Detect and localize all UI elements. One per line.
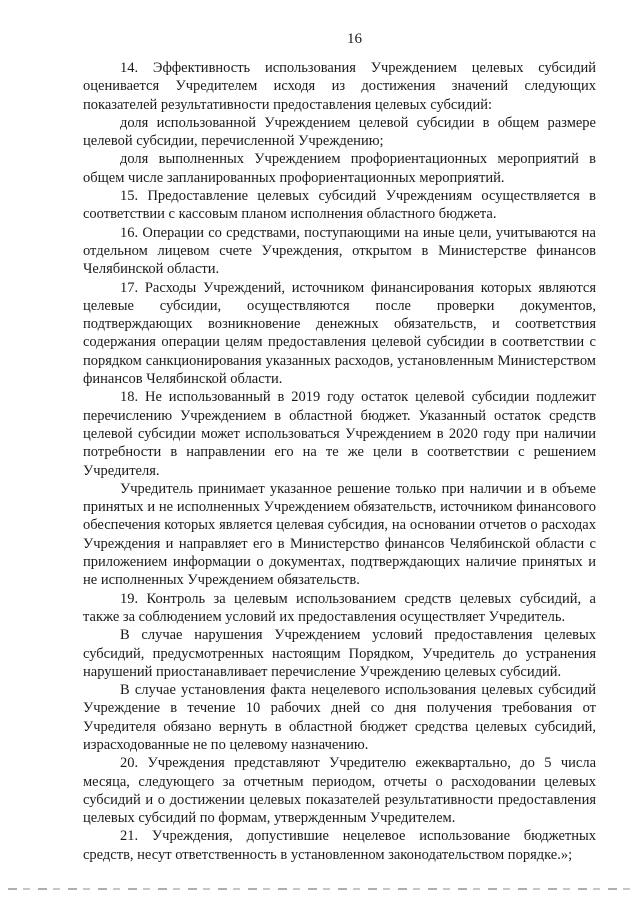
- paragraph-20: 20. Учреждения представляют Учредителю ежеквартально, до 5 числа месяца, следующего за отчетным периодом, отчеты о расходовании целевых субсидий и о достижении целевых показателей результативности предоставления целевых субсидий по формам, утвержденным Учредителем.: [83, 755, 596, 827]
- paragraph-21: 21. Учреждения, допустившие нецелевое использование бюджетных средств, несут ответственность в установленном законодательством порядке.»;: [83, 828, 596, 863]
- paragraph-14-indicator-1: доля использованной Учреждением целевой субсидии в общем размере целевой субсидии, перечисленной Учреждению;: [83, 114, 596, 150]
- paragraph-14-indicator-2: доля выполненных Учреждением профориентационных мероприятий в общем числе запланированных профориентационных мероприятий.: [83, 151, 596, 186]
- scan-edge-artifact: [8, 888, 632, 890]
- paragraph-19-misuse: В случае установления факта нецелевого использования целевых субсидий Учреждение в течение 10 рабочих дней со дня получения требования от Учредителя обязано вернуть в областной бюджет средства целевых субсидий, израсходованные не по целевому назначению.: [83, 682, 596, 753]
- paragraph-14: 14. Эффективность использования Учреждением целевых субсидий оценивается Учредителем исходя из достижения значений следующих показателей результативности предоставления целевых субсидий:: [83, 60, 596, 113]
- paragraph-18: 18. Не использованный в 2019 году остаток целевой субсидии подлежит перечислению Учреждением в областной бюджет. Указанный остаток средств целевой субсидии может использоваться Учреждением в 2020 году при наличии потребности в направлении его на те же цели в соответствии с решением Учредителя.: [83, 389, 596, 479]
- paragraph-17: 17. Расходы Учреждений, источником финансирования которых являются целевые субсидии, осуществляются после проверки документов, подтверждающих возникновение денежных обязательств, и соответствия содержания операции целям предоставления целевой субсидии в соответствии с порядком санкционирования указанных расходов, установленным Министерством финансов Челябинской области.: [83, 279, 596, 388]
- paragraph-16: 16. Операции со средствами, поступающими на иные цели, учитываются на отдельном лицевом счете Учреждения, открытом в Министерстве финансов Челябинской области.: [83, 224, 596, 278]
- paragraph-19: 19. Контроль за целевым использованием средств целевых субсидий, а также за соблюдением условий их предоставления осуществляет Учредитель.: [83, 590, 596, 625]
- paragraph-18-continuation: Учредитель принимает указанное решение только при наличии и в объеме принятых и не исполненных Учреждением обязательств, источником финансового обеспечения которых является целевая субсидия, на основании отчетов о расходах Учреждения и направляет его в Министерство финансов Челябинской области с приложением информации о документах, подтверждающих наличие принятых и не исполненных Учреждением обязательств.: [83, 480, 596, 589]
- paragraph-15: 15. Предоставление целевых субсидий Учреждениям осуществляется в соответствии с кассовым планом исполнения областного бюджета.: [83, 188, 596, 223]
- document-body: [83, 59, 596, 864]
- page-number: 16: [347, 31, 362, 47]
- paragraph-19-violation: В случае нарушения Учреждением условий предоставления целевых субсидий, предусмотренных настоящим Порядком, Учредитель до устранения нарушений приостанавливает перечисление Учреждению целевых субсидий.: [83, 627, 596, 680]
